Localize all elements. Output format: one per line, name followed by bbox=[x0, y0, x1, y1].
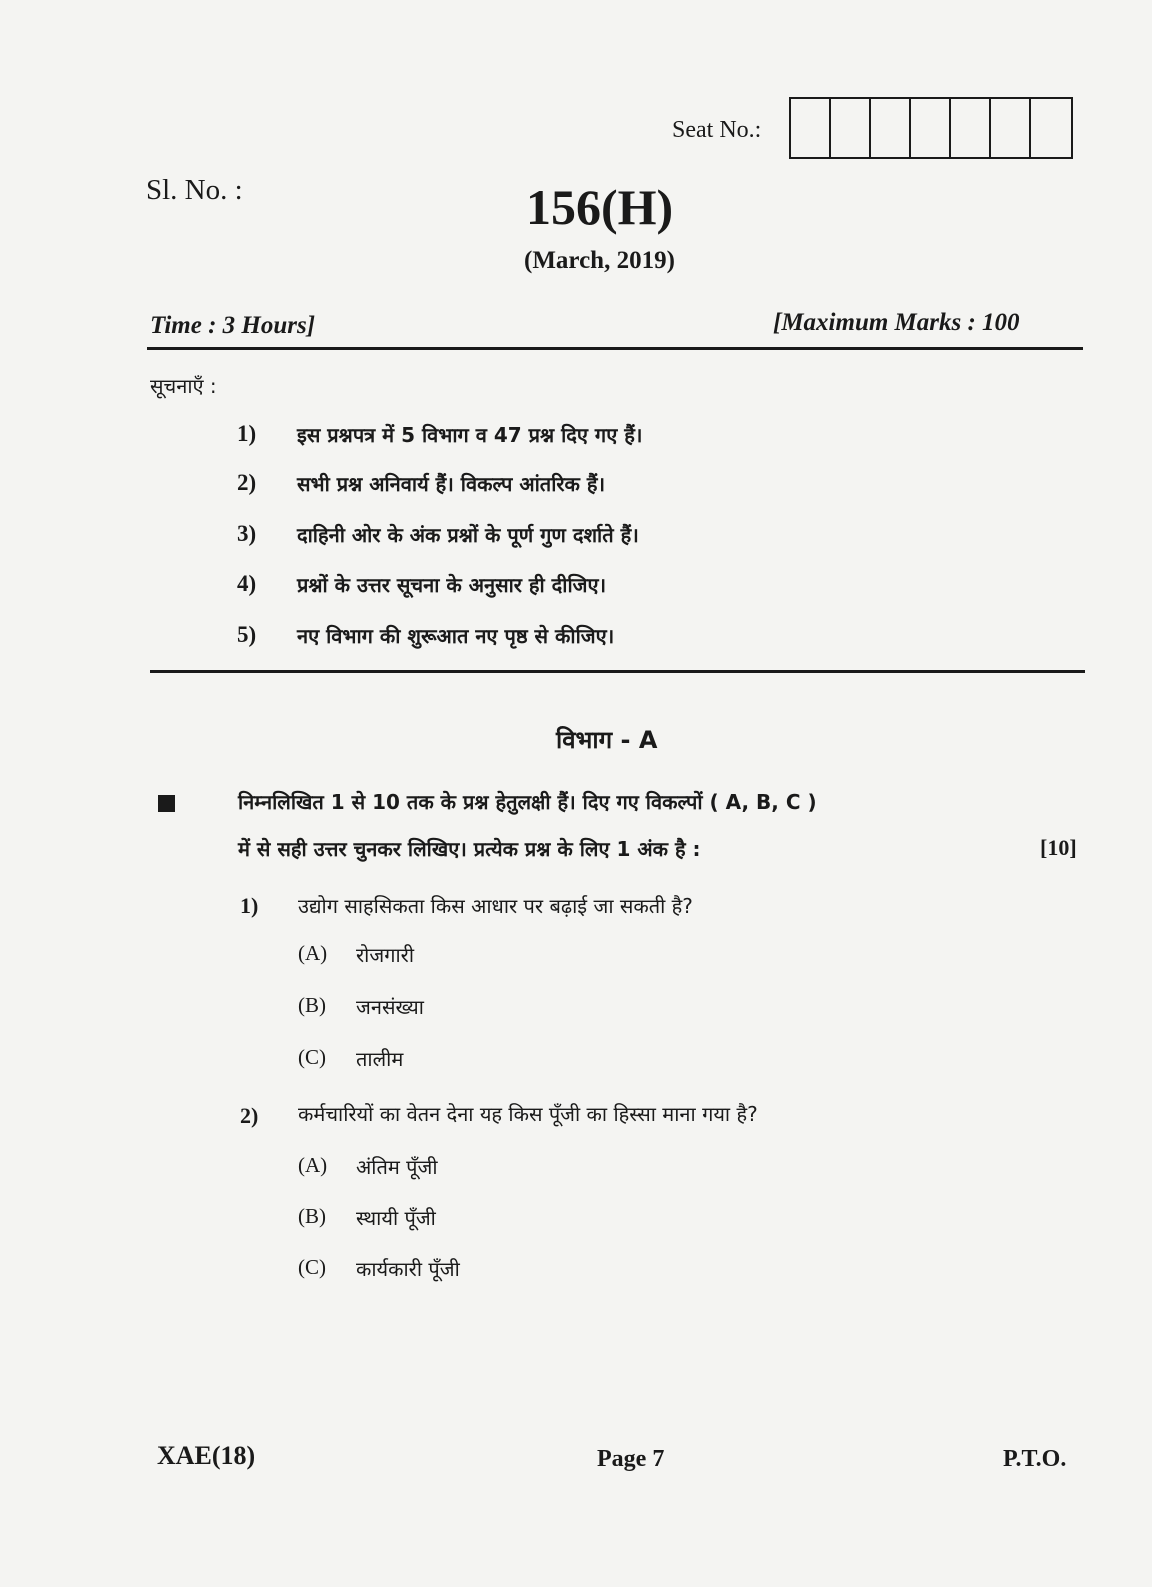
instruction-item bbox=[237, 571, 606, 598]
instruction-number: 5) bbox=[237, 622, 257, 647]
instruction-number: 3) bbox=[237, 521, 257, 546]
section-title: विभाग - A bbox=[556, 726, 658, 754]
section-instruction-line: निम्नलिखित 1 से 10 तक के प्रश्न हेतुलक्षी हैं। दिए गए विकल्पों ( A, B, C ) bbox=[238, 790, 817, 814]
paper-code: 156(H) bbox=[526, 179, 674, 235]
answer-option bbox=[298, 941, 414, 968]
option-letter: (B) bbox=[298, 1204, 326, 1228]
please-turn-over: P.T.O. bbox=[1003, 1446, 1067, 1472]
instruction-text: इस प्रश्नपत्र में 5 विभाग व 47 प्रश्न दिए गए हैं। bbox=[297, 423, 643, 447]
section-instruction-line: में से सही उत्तर चुनकर लिखिए। प्रत्येक प्रश्न के लिए 1 अंक है : bbox=[238, 837, 701, 861]
seat-number-box[interactable] bbox=[991, 99, 1031, 157]
option-text: स्थायी पूँजी bbox=[356, 1206, 436, 1230]
option-text: रोजगारी bbox=[356, 943, 414, 967]
answer-option bbox=[298, 993, 424, 1020]
instruction-item bbox=[237, 622, 614, 649]
seat-number-box[interactable] bbox=[951, 99, 991, 157]
answer-option bbox=[298, 1153, 438, 1180]
option-text: कार्यकारी पूँजी bbox=[356, 1257, 460, 1281]
footer-code: XAE(18) bbox=[157, 1441, 256, 1470]
seat-number-box[interactable] bbox=[791, 99, 831, 157]
page-number: Page 7 bbox=[597, 1446, 665, 1472]
instruction-item bbox=[237, 421, 642, 448]
instruction-text: दाहिनी ओर के अंक प्रश्नों के पूर्ण गुण दर्शाते हैं। bbox=[297, 523, 639, 547]
option-letter: (C) bbox=[298, 1255, 326, 1279]
question-number: 2) bbox=[240, 1103, 259, 1128]
question-number: 1) bbox=[240, 893, 259, 918]
instruction-text: प्रश्नों के उत्तर सूचना के अनुसार ही दीजिए। bbox=[297, 573, 607, 597]
maximum-marks: [Maximum Marks : 100 bbox=[773, 309, 1020, 336]
instruction-item bbox=[237, 470, 605, 497]
option-letter: (A) bbox=[298, 1153, 328, 1177]
header-divider bbox=[147, 347, 1083, 350]
option-text: जनसंख्या bbox=[356, 995, 424, 1019]
option-text: तालीम bbox=[356, 1047, 404, 1071]
seat-number-box[interactable] bbox=[831, 99, 871, 157]
exam-date: (March, 2019) bbox=[524, 247, 675, 274]
square-bullet-icon bbox=[158, 795, 175, 812]
instruction-item bbox=[237, 521, 639, 548]
instruction-text: सभी प्रश्न अनिवार्य हैं। विकल्प आंतरिक हैं। bbox=[297, 472, 606, 496]
question-text: उद्योग साहसिकता किस आधार पर बढ़ाई जा सकती है? bbox=[298, 894, 693, 918]
answer-option bbox=[298, 1204, 436, 1231]
seat-number-label: Seat No.: bbox=[672, 117, 762, 143]
instruction-number: 2) bbox=[237, 470, 257, 495]
section-marks: [10] bbox=[1040, 835, 1077, 860]
serial-number-label: Sl. No. : bbox=[146, 174, 243, 206]
seat-number-box[interactable] bbox=[911, 99, 951, 157]
instructions-divider bbox=[150, 670, 1085, 673]
option-text: अंतिम पूँजी bbox=[356, 1155, 438, 1179]
seat-number-box[interactable] bbox=[1031, 99, 1071, 157]
instruction-number: 4) bbox=[237, 571, 257, 596]
seat-number-box[interactable] bbox=[871, 99, 911, 157]
seat-number-boxes[interactable] bbox=[789, 97, 1073, 159]
option-letter: (A) bbox=[298, 941, 328, 965]
option-letter: (B) bbox=[298, 993, 326, 1017]
answer-option bbox=[298, 1045, 403, 1072]
answer-option bbox=[298, 1255, 460, 1282]
instructions-heading: सूचनाएँ : bbox=[150, 374, 217, 398]
instruction-text: नए विभाग की शुरूआत नए पृष्ठ से कीजिए। bbox=[297, 624, 615, 648]
time-allowed: Time : 3 Hours] bbox=[150, 312, 316, 339]
question-text: कर्मचारियों का वेतन देना यह किस पूँजी का हिस्सा माना गया है? bbox=[298, 1102, 758, 1126]
instruction-number: 1) bbox=[237, 421, 257, 446]
option-letter: (C) bbox=[298, 1045, 326, 1069]
